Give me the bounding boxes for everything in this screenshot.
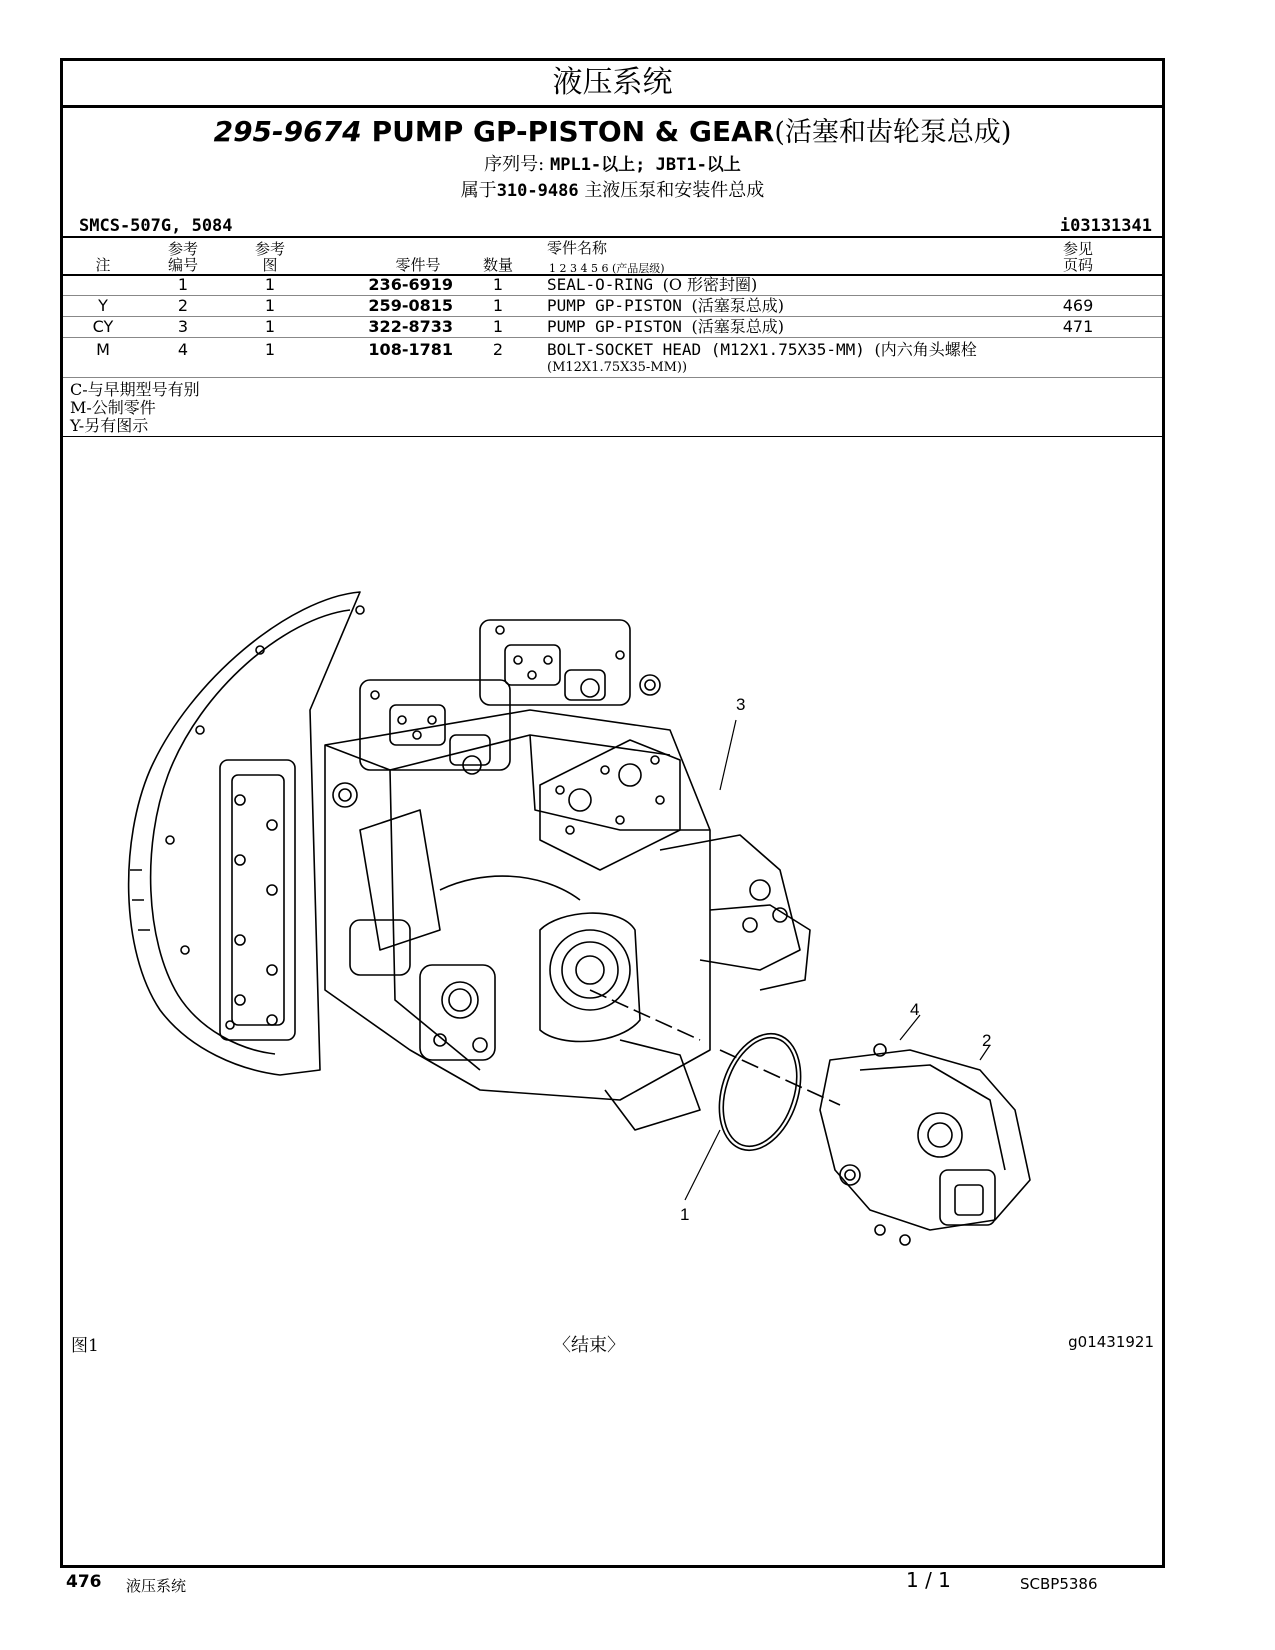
- output-flange: [540, 835, 810, 1130]
- row-name: [547, 275, 757, 295]
- row-ref: 2: [177, 296, 189, 315]
- main-pump-body: [325, 710, 710, 1100]
- col-page-2: 页码: [1062, 256, 1093, 274]
- row-part-number: 108-1781: [368, 340, 453, 359]
- flywheel-housing: [129, 592, 364, 1075]
- row-name: [547, 340, 977, 360]
- col-part-no: 零件号: [395, 256, 441, 274]
- part-title: [63, 113, 1162, 152]
- callout-1: 1: [680, 1205, 690, 1224]
- row-page-link[interactable]: 471: [1062, 317, 1094, 336]
- serial-line: [63, 152, 1162, 178]
- callout-3: 3: [736, 695, 746, 714]
- row-qty: 1: [492, 296, 504, 315]
- callouts: [680, 695, 991, 1224]
- control-valves: [333, 620, 660, 807]
- part-name-cn: (活塞和齿轮泵总成): [774, 117, 1012, 148]
- figure-label: 图1: [71, 1336, 99, 1356]
- o-ring: [705, 1023, 814, 1161]
- row-part-number: 236-6919: [368, 275, 453, 294]
- footer-page-number: 476: [66, 1572, 102, 1592]
- col-ref-fig-1: 参考: [254, 240, 285, 258]
- serial-label: 序列号:: [484, 154, 545, 175]
- col-ref-fig-2: 图: [262, 256, 278, 274]
- legend-item: M-公制零件: [70, 398, 156, 417]
- row-qty: 1: [492, 275, 504, 294]
- row-name: [547, 317, 784, 337]
- footer-page-of: 1 / 1: [906, 1568, 951, 1592]
- row-part-number: 322-8733: [368, 317, 453, 336]
- illustration-id: i03131341: [1059, 216, 1152, 236]
- row-qty: 1: [492, 317, 504, 336]
- graphic-id: g01431921: [1068, 1333, 1154, 1351]
- section-title: 液压系统: [63, 61, 1162, 108]
- center-line: [590, 990, 840, 1105]
- row-name-en: PUMP GP-PISTON: [547, 296, 682, 315]
- col-note: 注: [95, 256, 111, 274]
- row-name-cn: (活塞泵总成): [691, 317, 784, 336]
- callout-4: 4: [910, 1000, 920, 1019]
- row-page-link[interactable]: 469: [1062, 296, 1094, 315]
- belongs-prefix: 属于: [460, 180, 497, 201]
- col-name: 零件名称: [547, 239, 608, 257]
- row-fig: 1: [264, 275, 276, 294]
- row-qty: 2: [492, 340, 504, 359]
- row-divider: [63, 377, 1162, 378]
- footer-section: 液压系统: [126, 1577, 187, 1595]
- row-note: M: [96, 340, 110, 359]
- belongs-part: 310-9486: [496, 181, 579, 201]
- pump-exploded-drawing: [60, 570, 1060, 1250]
- row-name: [547, 296, 784, 316]
- callout-2: 2: [982, 1031, 992, 1050]
- row-name-en: PUMP GP-PISTON: [547, 317, 682, 336]
- legend: [70, 381, 200, 435]
- footer-doc-id: SCBP5386: [1020, 1575, 1098, 1593]
- row-part-number: 259-0815: [368, 296, 453, 315]
- row-name-en: BOLT-SOCKET HEAD (M12X1.75X35-MM): [547, 340, 865, 359]
- row-name-continued: (M12X1.75X35-MM)): [547, 360, 688, 375]
- col-ref-no-1: 参考: [167, 240, 198, 258]
- part-number: 295-9674: [213, 115, 362, 148]
- part-header: [63, 113, 1162, 204]
- col-levels: 1 2 3 4 5 6 (产品层级): [549, 262, 665, 275]
- row-note: Y: [98, 296, 108, 315]
- row-ref: 4: [177, 340, 189, 359]
- belongs-line: [63, 178, 1162, 204]
- belongs-suffix: 主液压泵和安装件总成: [584, 180, 765, 201]
- serial-value: MPL1-以上; JBT1-以上: [549, 155, 741, 175]
- row-divider: [63, 337, 1162, 338]
- legend-item: Y-另有图示: [70, 416, 149, 435]
- row-name-cn: (活塞泵总成): [691, 296, 784, 315]
- callout-leaders: [685, 720, 990, 1200]
- row-ref: 3: [177, 317, 189, 336]
- smcs-code: SMCS-507G, 5084: [79, 216, 233, 236]
- row-fig: 1: [264, 296, 276, 315]
- row-name-cn: (内六角头螺栓: [874, 340, 977, 359]
- end-label: 〈结束〉: [553, 1335, 625, 1356]
- col-page-1: 参见: [1062, 240, 1093, 258]
- row-fig: 1: [264, 340, 276, 359]
- row-name-en: SEAL-O-RING: [547, 275, 653, 294]
- row-fig: 1: [264, 317, 276, 336]
- table-top-rule: [63, 236, 1162, 238]
- part-name: PUMP GP-PISTON & GEAR: [371, 115, 775, 148]
- col-qty: 数量: [482, 256, 513, 274]
- row-note: CY: [92, 317, 114, 336]
- col-ref-no-2: 编号: [167, 256, 198, 274]
- legend-rule: [63, 436, 1162, 437]
- legend-item: C-与早期型号有别: [70, 380, 200, 399]
- mounting-plate: [540, 740, 680, 870]
- row-name-cn: (O 形密封圈): [662, 275, 758, 294]
- row-ref: 1: [177, 275, 189, 294]
- separated-piston-pump: [820, 1044, 1030, 1245]
